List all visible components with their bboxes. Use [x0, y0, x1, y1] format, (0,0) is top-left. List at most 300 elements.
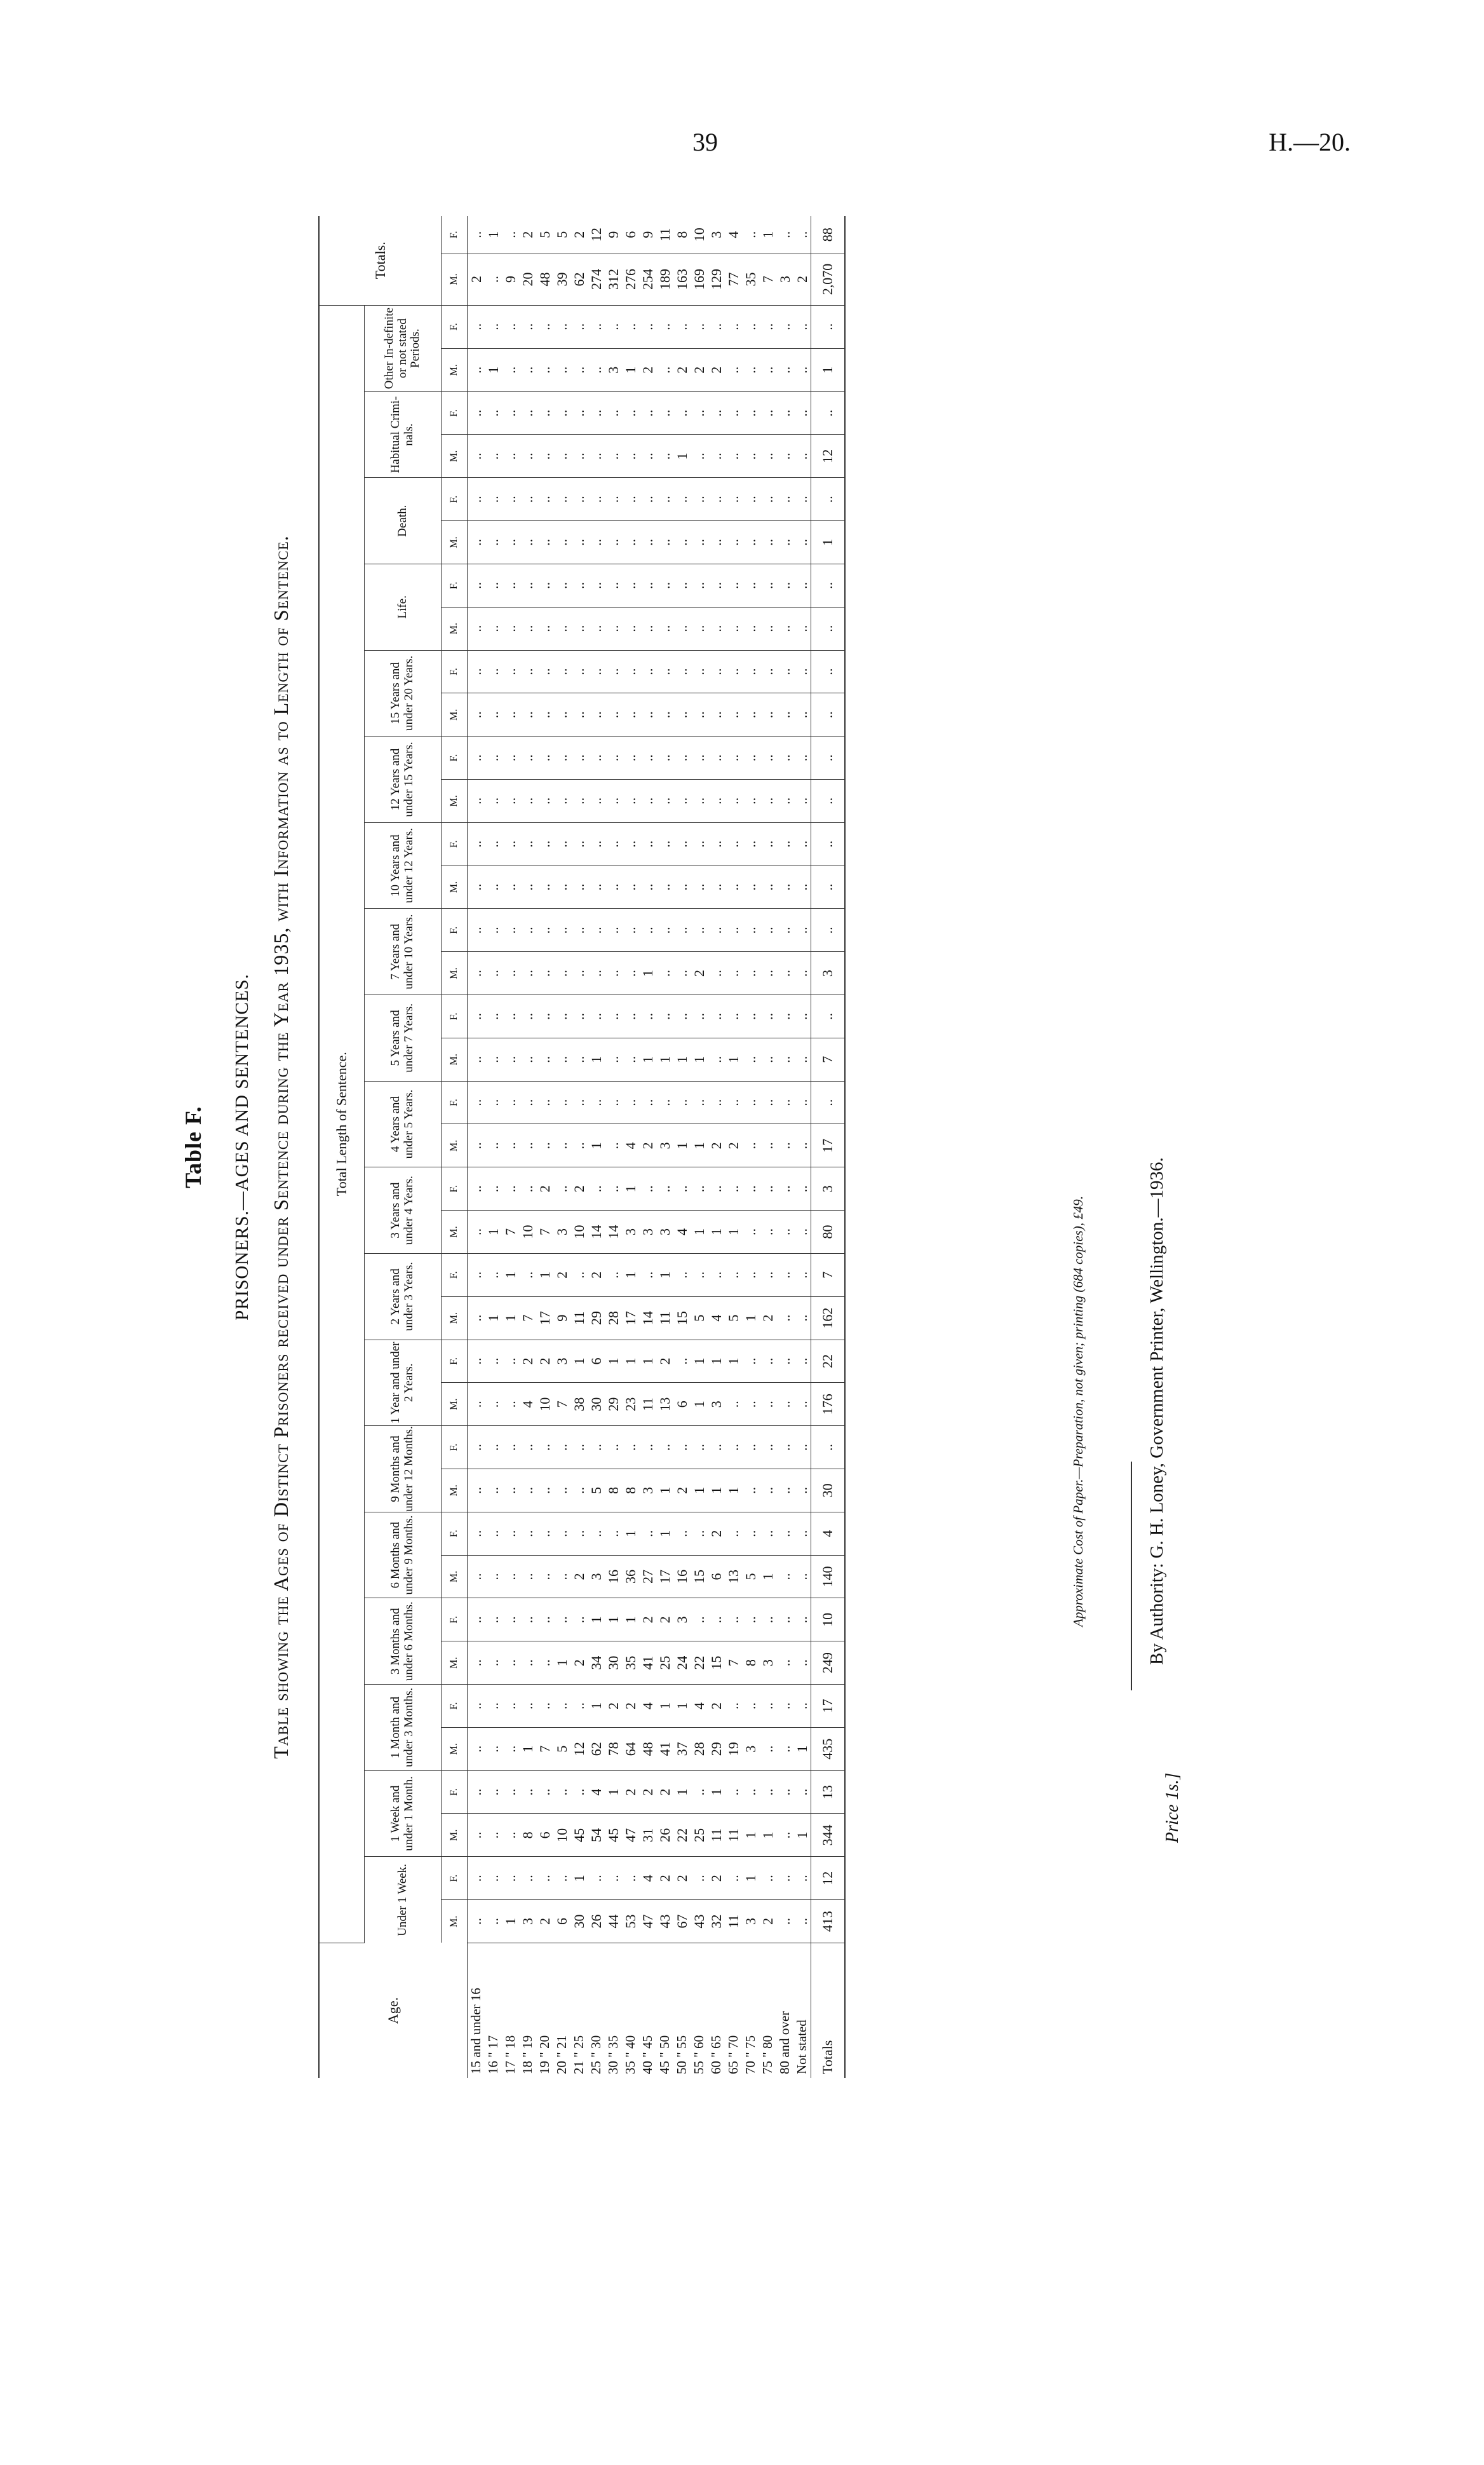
value-cell: ..	[570, 737, 588, 780]
age-cell: 45 " 50	[657, 2035, 672, 2074]
value-cell: ..	[468, 1512, 485, 1555]
value-cell: ..	[742, 305, 759, 348]
value-cell: ..	[691, 391, 708, 435]
value-cell: ..	[588, 435, 605, 478]
value-cell: 2	[622, 1770, 639, 1814]
value-cell: ..	[793, 1770, 811, 1814]
value-cell: ..	[519, 1469, 536, 1512]
value-cell: 19	[725, 1727, 742, 1770]
value-cell: ..	[708, 693, 725, 737]
totals-label: Totals	[811, 1943, 846, 2078]
value-cell: ..	[519, 607, 536, 650]
value-cell: 7	[759, 254, 776, 305]
value-cell: 1	[656, 1512, 673, 1555]
value-cell: ..	[691, 521, 708, 564]
value-cell: ..	[485, 1770, 502, 1814]
totals-header: Totals.	[319, 216, 442, 305]
value-cell: ..	[793, 1340, 811, 1383]
value-cell: 1	[691, 1038, 708, 1081]
value-cell: ..	[519, 780, 536, 823]
value-cell: 189	[656, 254, 673, 305]
value-cell: ..	[553, 1426, 570, 1469]
value-cell: ..	[588, 607, 605, 650]
value-cell: ..	[725, 478, 742, 521]
value-cell: ..	[708, 866, 725, 909]
value-cell: 1	[673, 1124, 691, 1167]
value-cell: ..	[691, 822, 708, 866]
value-cell: 29	[605, 1383, 622, 1426]
value-cell: ..	[622, 564, 639, 607]
value-cell: 10	[536, 1383, 553, 1426]
value-cell: ..	[742, 1038, 759, 1081]
value-cell: ..	[656, 348, 673, 391]
value-cell: ..	[691, 866, 708, 909]
value-cell: ..	[656, 650, 673, 693]
value-cell: ..	[793, 1167, 811, 1211]
value-cell: ..	[708, 391, 725, 435]
table-row	[519, 216, 536, 2078]
value-cell: ..	[502, 1512, 519, 1555]
value-cell: 1	[708, 1469, 725, 1512]
value-cell: ..	[691, 1857, 708, 1900]
value-cell: 3	[776, 254, 793, 305]
value-cell: ..	[622, 650, 639, 693]
value-cell: ..	[691, 693, 708, 737]
value-cell: 48	[639, 1727, 656, 1770]
value-cell: 5	[588, 1469, 605, 1512]
value-cell: ..	[468, 1727, 485, 1770]
value-cell: ..	[725, 952, 742, 995]
value-cell: 16	[673, 1555, 691, 1598]
value-cell: ..	[570, 1124, 588, 1167]
value-cell: 3	[656, 1211, 673, 1254]
value-cell: ..	[605, 1512, 622, 1555]
value-cell: ..	[742, 650, 759, 693]
value-cell: ..	[691, 435, 708, 478]
value-cell: ..	[742, 564, 759, 607]
table-heading: Table showing the Ages of Distinct Prisoners received under Sentence during the Year 1935, with Information as to Length of Sentence.	[269, 535, 292, 1759]
male-subheader: M.	[442, 521, 468, 564]
value-cell: ..	[485, 1512, 502, 1555]
value-cell: 1	[656, 1253, 673, 1296]
value-cell: ..	[725, 1598, 742, 1641]
value-cell: 7	[553, 1383, 570, 1426]
value-cell: ..	[656, 952, 673, 995]
value-cell: ..	[691, 1253, 708, 1296]
value-cell: ..	[485, 1124, 502, 1167]
male-subheader: M.	[442, 1038, 468, 1081]
value-cell: 5	[742, 1555, 759, 1598]
value-cell: ..	[605, 1167, 622, 1211]
value-cell: ..	[725, 521, 742, 564]
value-cell: 5	[691, 1296, 708, 1340]
table-row	[725, 216, 742, 2078]
value-cell: 2	[622, 1685, 639, 1728]
value-cell: ..	[639, 780, 656, 823]
value-cell: ..	[605, 650, 622, 693]
value-cell: ..	[759, 909, 776, 952]
value-cell: 1	[605, 1340, 622, 1383]
value-cell: ..	[742, 391, 759, 435]
value-cell: ..	[553, 305, 570, 348]
value-cell: ..	[588, 952, 605, 995]
value-cell: ..	[759, 650, 776, 693]
total-cell: 162	[811, 1296, 846, 1340]
value-cell: ..	[622, 1426, 639, 1469]
value-cell: ..	[725, 693, 742, 737]
value-cell: ..	[673, 995, 691, 1038]
value-cell: ..	[708, 1167, 725, 1211]
value-cell: ..	[793, 1900, 811, 1943]
table-row	[639, 216, 656, 2078]
value-cell: 1	[742, 1857, 759, 1900]
total-cell: ..	[811, 607, 846, 650]
value-cell: 45	[570, 1814, 588, 1857]
value-cell: ..	[468, 737, 485, 780]
column-header: Under 1 Week.	[365, 1857, 442, 1943]
value-cell: ..	[639, 737, 656, 780]
value-cell: ..	[468, 607, 485, 650]
age-cell: 25 " 30	[588, 2035, 604, 2074]
value-cell: ..	[502, 737, 519, 780]
total-cell: 3	[811, 1167, 846, 1211]
value-cell: ..	[759, 737, 776, 780]
value-cell: ..	[776, 521, 793, 564]
value-cell: 8	[673, 216, 691, 254]
value-cell: ..	[776, 216, 793, 254]
value-cell: ..	[588, 564, 605, 607]
value-cell: 28	[605, 1296, 622, 1340]
value-cell: 77	[725, 254, 742, 305]
value-cell: ..	[622, 435, 639, 478]
value-cell: ..	[553, 1685, 570, 1728]
value-cell: ..	[485, 254, 502, 305]
value-cell: ..	[468, 1340, 485, 1383]
value-cell: 45	[605, 1814, 622, 1857]
value-cell: ..	[793, 478, 811, 521]
total-cell: ..	[811, 866, 846, 909]
value-cell: 1	[622, 348, 639, 391]
table-subtitle: PRISONERS.—AGES AND SENTENCES.	[232, 974, 252, 1321]
value-cell: 35	[622, 1641, 639, 1685]
column-header: 3 Years and under 4 Years.	[365, 1167, 442, 1254]
value-cell: ..	[793, 737, 811, 780]
value-cell: 4	[673, 1211, 691, 1254]
value-cell: ..	[708, 1253, 725, 1296]
value-cell: ..	[742, 866, 759, 909]
value-cell: 2	[536, 1900, 553, 1943]
value-cell: ..	[468, 1167, 485, 1211]
value-cell: 1	[485, 1211, 502, 1254]
value-cell: 1	[793, 1727, 811, 1770]
value-cell: ..	[776, 822, 793, 866]
age-cell: 60 " 65	[708, 2035, 724, 2074]
value-cell: ..	[570, 1469, 588, 1512]
value-cell: ..	[759, 995, 776, 1038]
value-cell: ..	[759, 693, 776, 737]
value-cell: ..	[673, 607, 691, 650]
age-cell: 75 " 80	[760, 2035, 775, 2074]
price: Price 1s.]	[1163, 1772, 1182, 1843]
value-cell: ..	[502, 866, 519, 909]
value-cell: 1	[673, 1685, 691, 1728]
value-cell: ..	[570, 305, 588, 348]
value-cell: ..	[691, 478, 708, 521]
value-cell: ..	[793, 1857, 811, 1900]
value-cell: ..	[519, 348, 536, 391]
value-cell: 6	[673, 1383, 691, 1426]
total-cell: ..	[811, 1081, 846, 1124]
value-cell: ..	[622, 1857, 639, 1900]
value-cell: 31	[639, 1814, 656, 1857]
value-cell: ..	[570, 1426, 588, 1469]
male-subheader: M.	[442, 1814, 468, 1857]
male-subheader: M.	[442, 348, 468, 391]
value-cell: ..	[502, 780, 519, 823]
age-cell: 30 " 35	[605, 2035, 621, 2074]
value-cell: ..	[776, 391, 793, 435]
value-cell: 5	[553, 1727, 570, 1770]
value-cell: ..	[742, 995, 759, 1038]
value-cell: 37	[673, 1727, 691, 1770]
value-cell: ..	[759, 1426, 776, 1469]
value-cell: ..	[605, 822, 622, 866]
value-cell: ..	[588, 693, 605, 737]
value-cell: ..	[793, 391, 811, 435]
male-subheader: M.	[442, 1383, 468, 1426]
total-length-group-header: Total Length of Sentence.	[319, 305, 365, 1943]
table-wrapper	[318, 216, 846, 2078]
value-cell: 3	[553, 1211, 570, 1254]
value-cell: ..	[570, 348, 588, 391]
value-cell: ..	[588, 1167, 605, 1211]
value-cell: 3	[588, 1555, 605, 1598]
value-cell: ..	[536, 1469, 553, 1512]
value-cell: ..	[622, 952, 639, 995]
value-cell: ..	[519, 1426, 536, 1469]
value-cell: ..	[553, 435, 570, 478]
value-cell: ..	[468, 564, 485, 607]
value-cell: ..	[793, 1124, 811, 1167]
value-cell: ..	[605, 952, 622, 995]
ages-sentences-table	[318, 216, 846, 2078]
value-cell: 274	[588, 254, 605, 305]
value-cell: 3	[519, 1900, 536, 1943]
value-cell: 10	[519, 1211, 536, 1254]
authority-line: By Authority: G. H. Loney, Government Printer, Wellington.—1936.	[1147, 1157, 1167, 1665]
value-cell: ..	[468, 1555, 485, 1598]
value-cell: 25	[656, 1641, 673, 1685]
value-cell: 5	[725, 1296, 742, 1340]
value-cell: ..	[708, 1426, 725, 1469]
table-row	[553, 216, 570, 2078]
value-cell: ..	[570, 564, 588, 607]
age-cell: 18 " 19	[520, 2035, 535, 2074]
value-cell: ..	[725, 391, 742, 435]
value-cell: 1	[622, 1512, 639, 1555]
table-row	[759, 216, 776, 2078]
value-cell: 11	[656, 216, 673, 254]
value-cell: ..	[759, 564, 776, 607]
value-cell: ..	[656, 564, 673, 607]
total-cell: ..	[811, 822, 846, 866]
rotated-table-block	[180, 216, 1260, 2078]
value-cell: ..	[605, 995, 622, 1038]
value-cell: ..	[502, 216, 519, 254]
value-cell: 53	[622, 1900, 639, 1943]
value-cell: ..	[485, 1685, 502, 1728]
value-cell: 67	[673, 1900, 691, 1943]
value-cell: ..	[605, 780, 622, 823]
value-cell: ..	[588, 909, 605, 952]
value-cell: 1	[553, 1641, 570, 1685]
value-cell: 3	[639, 1211, 656, 1254]
value-cell: ..	[605, 909, 622, 952]
value-cell: ..	[536, 1081, 553, 1124]
value-cell: 2	[553, 1253, 570, 1296]
value-cell: ..	[622, 478, 639, 521]
value-cell: 35	[742, 254, 759, 305]
value-cell: ..	[553, 693, 570, 737]
value-cell: ..	[502, 1555, 519, 1598]
value-cell: 1	[588, 1685, 605, 1728]
value-cell: ..	[536, 521, 553, 564]
value-cell: 2	[656, 1598, 673, 1641]
value-cell: 2	[673, 1469, 691, 1512]
value-cell: ..	[468, 521, 485, 564]
value-cell: 11	[725, 1814, 742, 1857]
total-cell: ..	[811, 909, 846, 952]
value-cell: ..	[502, 1641, 519, 1685]
value-cell: ..	[776, 693, 793, 737]
total-cell: 413	[811, 1900, 846, 1943]
value-cell: ..	[570, 521, 588, 564]
value-cell: ..	[570, 866, 588, 909]
value-cell: ..	[708, 564, 725, 607]
value-cell: 1	[708, 1340, 725, 1383]
value-cell: 1	[656, 1685, 673, 1728]
value-cell: ..	[485, 1900, 502, 1943]
value-cell: ..	[708, 909, 725, 952]
male-subheader: M.	[442, 1124, 468, 1167]
value-cell: ..	[502, 348, 519, 391]
value-cell: ..	[759, 1211, 776, 1254]
value-cell: ..	[536, 1598, 553, 1641]
value-cell: 6	[588, 1340, 605, 1383]
value-cell: ..	[536, 1555, 553, 1598]
value-cell: ..	[725, 1383, 742, 1426]
total-cell: ..	[811, 693, 846, 737]
value-cell: 11	[656, 1296, 673, 1340]
female-subheader: F.	[442, 737, 468, 780]
value-cell: ..	[622, 693, 639, 737]
value-cell: ..	[468, 952, 485, 995]
value-cell: 2	[605, 1685, 622, 1728]
value-cell: ..	[759, 435, 776, 478]
value-cell: 2	[656, 1770, 673, 1814]
female-subheader: F.	[442, 216, 468, 254]
value-cell: ..	[793, 909, 811, 952]
value-cell: ..	[776, 780, 793, 823]
value-cell: 2	[570, 1641, 588, 1685]
value-cell: ..	[708, 478, 725, 521]
value-cell: ..	[605, 866, 622, 909]
value-cell: ..	[742, 1340, 759, 1383]
value-cell: ..	[759, 391, 776, 435]
value-cell: ..	[502, 1383, 519, 1426]
value-cell: ..	[708, 1598, 725, 1641]
value-cell: ..	[502, 650, 519, 693]
value-cell: ..	[468, 822, 485, 866]
female-subheader: F.	[442, 391, 468, 435]
value-cell: ..	[519, 650, 536, 693]
value-cell: ..	[536, 564, 553, 607]
value-cell: ..	[759, 866, 776, 909]
total-cell: ..	[811, 478, 846, 521]
value-cell: 22	[673, 1814, 691, 1857]
value-cell: 1	[673, 1038, 691, 1081]
value-cell: ..	[776, 1038, 793, 1081]
value-cell: ..	[485, 435, 502, 478]
value-cell: ..	[605, 391, 622, 435]
value-cell: 26	[656, 1814, 673, 1857]
value-cell: ..	[502, 1857, 519, 1900]
value-cell: ..	[485, 909, 502, 952]
value-cell: ..	[673, 866, 691, 909]
value-cell: ..	[742, 1426, 759, 1469]
female-subheader: F.	[442, 995, 468, 1038]
value-cell: ..	[485, 780, 502, 823]
value-cell: ..	[708, 780, 725, 823]
value-cell: 29	[708, 1727, 725, 1770]
table-row	[468, 216, 485, 2078]
value-cell: ..	[656, 435, 673, 478]
value-cell: ..	[553, 780, 570, 823]
value-cell: ..	[759, 1770, 776, 1814]
value-cell: ..	[553, 521, 570, 564]
value-cell: ..	[793, 822, 811, 866]
value-cell: 2	[673, 348, 691, 391]
female-subheader: F.	[442, 1081, 468, 1124]
value-cell: ..	[639, 1167, 656, 1211]
value-cell: ..	[673, 952, 691, 995]
value-cell: ..	[691, 1081, 708, 1124]
value-cell: ..	[742, 780, 759, 823]
value-cell: ..	[536, 737, 553, 780]
column-header: Habitual Crimi-nals.	[365, 391, 442, 478]
total-cell: 17	[811, 1685, 846, 1728]
value-cell: 36	[622, 1555, 639, 1598]
value-cell: ..	[742, 1469, 759, 1512]
value-cell: ..	[485, 1038, 502, 1081]
value-cell: ..	[622, 909, 639, 952]
value-cell: ..	[725, 1426, 742, 1469]
value-cell: 1	[622, 1167, 639, 1211]
value-cell: ..	[553, 909, 570, 952]
value-cell: ..	[468, 1081, 485, 1124]
value-cell: ..	[656, 737, 673, 780]
value-cell: ..	[553, 1555, 570, 1598]
male-subheader: M.	[442, 1469, 468, 1512]
value-cell: 1	[725, 1038, 742, 1081]
value-cell: 3	[708, 216, 725, 254]
value-cell: 1	[656, 1038, 673, 1081]
table-row	[691, 216, 708, 2078]
value-cell: ..	[691, 1770, 708, 1814]
value-cell: 41	[639, 1641, 656, 1685]
value-cell: ..	[468, 1253, 485, 1296]
value-cell: ..	[485, 1253, 502, 1296]
